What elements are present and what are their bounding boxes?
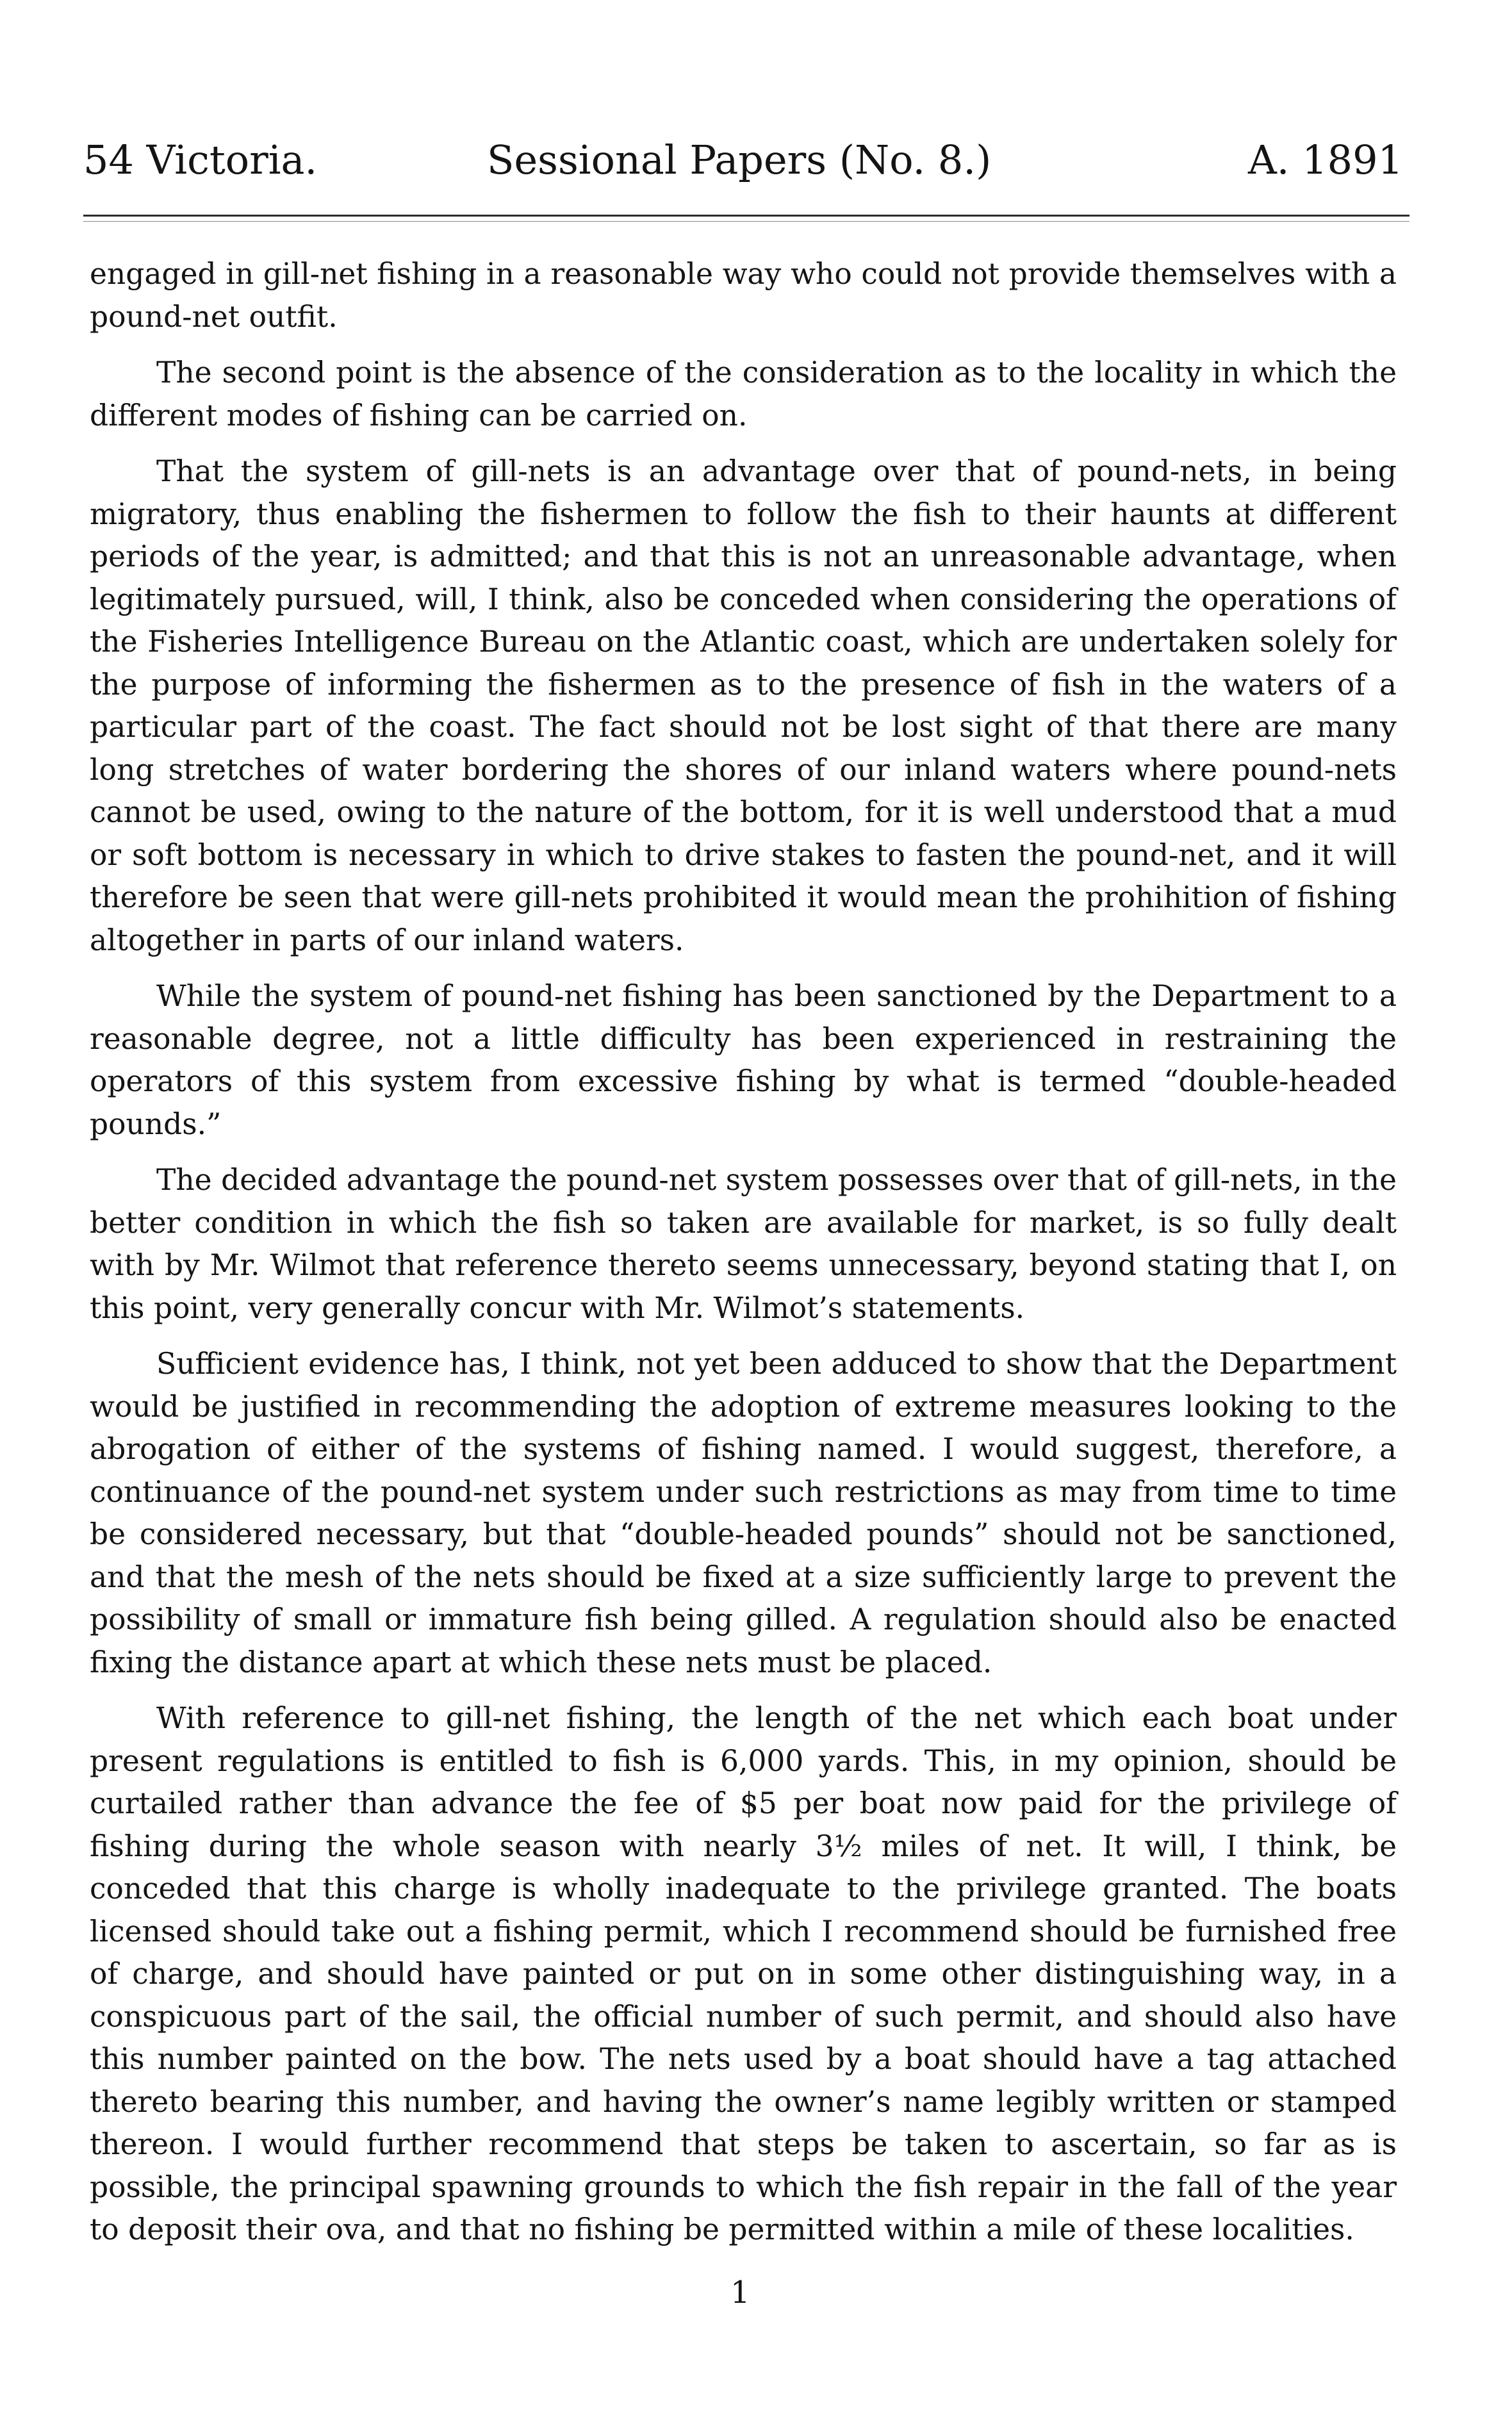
paragraph-gill-net-regulation: With reference to gill-net fishing, the length of the net which each boat under present regulations is entitled to fish is 6,000 yards. This, in my opinion, should be curtailed rather than advance the fee of $5 per boat now paid for the privilege of fishing during the whole season with nearly 3½ miles of net. It will, I think, be conceded that this charge is wholly inadequate to the privilege granted. The boats licensed should take out a fishing permit, which I recommend should be furnished free of charge, and should have painted or put on in some other distinguishing way, in a conspicuous part of the sail, the official number of such permit, and should also have this number painted on the bow. The nets used by a boat should have a tag attached thereto bearing this number, and having the owner’s name legibly written or stamped thereon. I would further recommend that steps be taken to ascertain, so far as is possible, the principal spawning grounds to which the fish repair in the fall of the year to deposit their ova, and that no fishing be permitted within a mile of these localities. [90, 1701, 1397, 2246]
header-title: Sessional Papers (No. 8.) [487, 136, 992, 183]
paragraph-locality: The second point is the absence of the consideration as to the locality in which the different modes of fishing can be carried on. [90, 356, 1397, 432]
header-volume: 54 Victoria. [83, 136, 318, 183]
paragraph-gill-net-advantage: That the system of gill-nets is an advantage over that of pound-nets, in being migratory, thus enabling the fishermen to follow the fish to their haunts at different periods of the year, is admitted; and that this is not an unreasonable advantage, when legitimately pursued, will, I think, also be conceded when considering the operations of the Fisheries Intelligence Bureau on the Atlantic coast, which are undertaken solely for the purpose of informing the fishermen as to the presence of fish in the waters of a particular part of the coast. The fact should not be lost sight of that there are many long stretches of water bordering the shores of our inland waters where pound-nets cannot be used, owing to the nature of the bottom, for it is well understood that a mud or soft bottom is necessary in which to drive stakes to fasten the pound-net, and it will therefore be seen that were gill-nets prohibited it would mean the prohihition of fishing altogether in parts of our inland waters. [90, 454, 1397, 957]
signature-mark: 1 [730, 2275, 750, 2311]
paragraph-continuation: engaged in gill-net fishing in a reasonable way who could not provide themselves with a pound-net outfit. [90, 257, 1397, 334]
header-year: A. 1891 [1248, 136, 1403, 183]
paragraph-double-headed-pounds: While the system of pound-net fishing has been sanctioned by the Department to a reasonable degree, not a little difficulty has been experienced in restraining the operators of this system from excessive fishing by what is termed “double-headed pounds.” [90, 979, 1397, 1141]
header-rule-secondary [83, 221, 1409, 222]
paragraph-recommendation: Sufficient evidence has, I think, not yet been adduced to show that the Department would be justified in recommending the adoption of extreme measures looking to the abrogation of either of the systems of fishing named. I would suggest, therefore, a continuance of the pound-net system under such restrictions as may from time to time be considered necessary, but that “double-headed pounds” should not be sanctioned, and that the mesh of the nets should be fixed at a size sufficiently large to prevent the possibility of small or immature fish being gilled. A regulation should also be enacted fixing the distance apart at which these nets must be placed. [90, 1347, 1397, 1679]
page-header [83, 131, 1403, 189]
paragraph-pound-net-advantage: The decided advantage the pound-net system possesses over that of gill-nets, in the better condition in which the fish so taken are available for market, is so fully dealt with by Mr. Wilmot that reference thereto seems unnecessary, beyond stating that I, on this point, very generally concur with Mr. Wilmot’s statements. [90, 1163, 1397, 1325]
header-rule [83, 215, 1409, 217]
document-body [90, 253, 1397, 2265]
